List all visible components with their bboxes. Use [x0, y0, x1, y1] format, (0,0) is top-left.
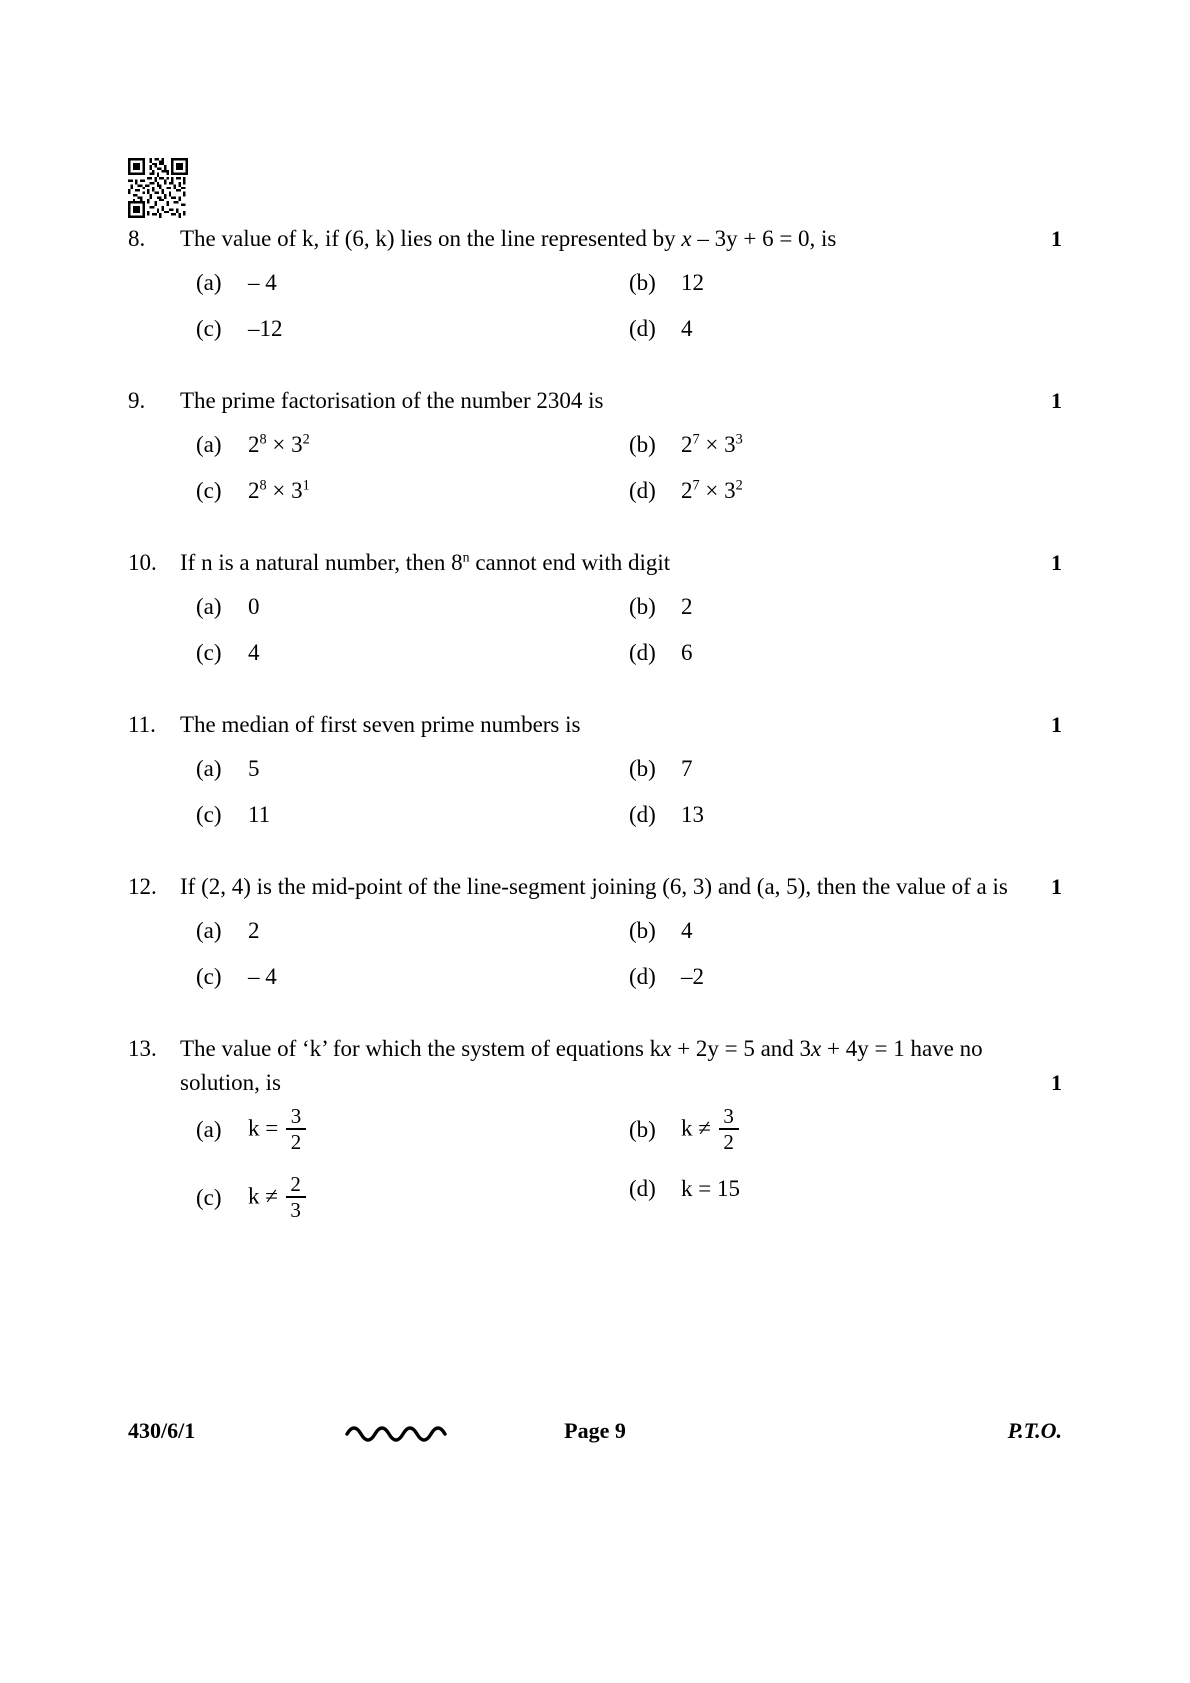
options-row	[196, 308, 1062, 350]
question-10	[128, 546, 1062, 674]
fraction-denominator: 3	[290, 1198, 301, 1223]
option-value	[681, 1106, 1062, 1154]
power-exponent: n	[462, 549, 470, 565]
options-row	[196, 470, 1062, 512]
option-a[interactable]	[196, 262, 629, 304]
option-label: (b)	[629, 918, 656, 943]
option-label: (a)	[196, 756, 222, 781]
option-label: (a)	[196, 270, 222, 295]
question-11	[128, 708, 1062, 836]
question-marks: 1	[1051, 712, 1062, 737]
question-number: 11.	[128, 712, 156, 737]
question-number: 13.	[128, 1036, 157, 1061]
option-d[interactable]	[629, 470, 1062, 512]
option-value: –12	[248, 316, 283, 341]
power-base: 2	[681, 478, 693, 503]
option-value: 12	[681, 270, 704, 295]
option-label: (b)	[629, 594, 656, 619]
page-number: Page 9	[564, 1418, 626, 1443]
question-marks: 1	[1051, 1070, 1062, 1095]
option-value	[248, 1174, 629, 1222]
power-base: 2	[248, 478, 260, 503]
question-text: The median of first seven prime numbers is	[180, 712, 581, 737]
options-row	[196, 794, 1062, 836]
question-marks: 1	[1051, 550, 1062, 575]
option-label: (b)	[629, 432, 656, 457]
power-base: 2	[248, 432, 260, 457]
options-row	[196, 1174, 1062, 1222]
question-number: 10.	[128, 550, 157, 575]
option-a[interactable]	[196, 910, 629, 952]
fraction-numerator: 2	[290, 1172, 301, 1197]
option-b[interactable]	[629, 910, 1062, 952]
option-label: (d)	[629, 640, 656, 665]
question-text-part: + 2y = 5 and 3	[671, 1036, 812, 1061]
option-value: 11	[248, 802, 271, 827]
power-base: 3	[291, 478, 303, 503]
math-variable-x: x	[661, 1036, 672, 1061]
question-text-part: The value of ‘k’ for which the system of equations k	[180, 1036, 662, 1061]
option-value: 5	[248, 756, 260, 781]
question-text-part: – 3y + 6 = 0, is	[691, 226, 837, 251]
options-list	[196, 586, 1062, 674]
question-number: 9.	[128, 388, 146, 413]
question-9	[128, 384, 1062, 512]
options-list	[196, 1106, 1062, 1222]
options-row	[196, 956, 1062, 998]
qr-code-icon	[128, 156, 188, 220]
option-b[interactable]	[629, 424, 1062, 466]
option-c[interactable]	[196, 794, 629, 836]
option-b[interactable]	[629, 262, 1062, 304]
multiply-operator: ×	[266, 478, 292, 503]
math-variable-x: x	[811, 1036, 822, 1061]
option-a[interactable]	[196, 586, 629, 628]
option-label: (c)	[196, 802, 222, 827]
power-exponent: 8	[259, 431, 267, 448]
power-exponent: 7	[692, 431, 700, 448]
options-list	[196, 748, 1062, 836]
power-exponent: 7	[692, 477, 700, 494]
option-d[interactable]	[629, 956, 1062, 998]
power-base: 3	[291, 432, 303, 457]
power-exponent: 2	[302, 431, 310, 448]
power-exponent: 1	[302, 477, 310, 494]
page-footer	[128, 1418, 1062, 1458]
option-value: k = 15	[681, 1176, 740, 1202]
question-text-part: The value of k, if (6, k) lies on the line represented by	[180, 226, 682, 251]
options-row	[196, 632, 1062, 674]
option-label: (d)	[629, 316, 656, 341]
question-marks: 1	[1051, 388, 1062, 413]
option-c[interactable]	[196, 470, 629, 512]
multiply-operator: ×	[266, 432, 292, 457]
option-prefix: k ≠	[681, 1115, 717, 1141]
paper-code: 430/6/1	[128, 1418, 196, 1443]
power-exponent: 2	[735, 477, 743, 494]
options-list	[196, 910, 1062, 998]
option-label: (c)	[196, 478, 222, 503]
fraction	[719, 1105, 739, 1153]
multiply-operator: ×	[699, 478, 725, 503]
option-prefix: k ≠	[248, 1183, 284, 1209]
option-prefix: k =	[248, 1115, 284, 1141]
option-b[interactable]	[629, 586, 1062, 628]
option-label: (a)	[196, 594, 222, 619]
options-row	[196, 586, 1062, 628]
option-label: (b)	[629, 270, 656, 295]
option-value	[248, 470, 629, 512]
fraction-denominator: 2	[723, 1130, 734, 1155]
option-c[interactable]	[196, 632, 629, 674]
option-label: (c)	[196, 964, 222, 989]
options-row	[196, 748, 1062, 790]
option-c[interactable]	[196, 956, 629, 998]
option-a[interactable]	[196, 748, 629, 790]
question-text: If (2, 4) is the mid-point of the line-segment joining (6, 3) and (a, 5), then the value of a is	[180, 874, 1008, 899]
option-value: 4	[681, 918, 693, 943]
fraction	[286, 1173, 306, 1221]
option-value: 2	[248, 918, 260, 943]
question-text-part: cannot end with digit	[469, 550, 671, 575]
option-value: 13	[681, 802, 704, 827]
multiply-operator: ×	[699, 432, 725, 457]
option-label: (a)	[196, 1117, 222, 1143]
option-b[interactable]	[629, 1106, 1062, 1154]
question-marks: 1	[1051, 874, 1062, 899]
option-d[interactable]	[629, 794, 1062, 836]
options-list	[196, 424, 1062, 512]
option-label: (d)	[629, 1176, 656, 1202]
question-13	[128, 1032, 1062, 1222]
option-label: (d)	[629, 478, 656, 503]
question-text-part: If n is a natural number, then 8	[180, 550, 463, 575]
fraction	[286, 1105, 306, 1153]
option-value	[681, 470, 1062, 512]
questions-container	[128, 222, 1062, 1222]
question-12	[128, 870, 1062, 998]
option-value: 7	[681, 756, 693, 781]
option-label: (c)	[196, 640, 222, 665]
option-c[interactable]	[196, 308, 629, 350]
option-b[interactable]	[629, 748, 1062, 790]
option-value	[248, 1106, 629, 1154]
power-base: 2	[681, 432, 693, 457]
question-text-part: + 4y = 1 have no solution, is	[180, 1036, 983, 1095]
option-value: –2	[681, 964, 704, 989]
option-d[interactable]	[629, 308, 1062, 350]
option-value: 0	[248, 594, 260, 619]
question-text	[180, 546, 1022, 580]
math-variable-x: x	[681, 226, 692, 251]
option-label: (a)	[196, 432, 222, 457]
option-c[interactable]	[196, 1174, 629, 1222]
power-base: 3	[724, 432, 736, 457]
power-base: 3	[724, 478, 736, 503]
fraction-denominator: 2	[290, 1130, 302, 1155]
option-value: 2	[681, 594, 693, 619]
fraction-numerator: 3	[290, 1104, 302, 1128]
options-row	[196, 424, 1062, 466]
power-exponent: 3	[735, 431, 743, 448]
option-value	[248, 424, 629, 466]
option-label: (a)	[196, 918, 222, 943]
power-exponent: 8	[259, 477, 267, 494]
question-number: 12.	[128, 874, 157, 899]
option-label: (c)	[196, 316, 222, 341]
question-text	[180, 222, 1022, 256]
option-value: 4	[248, 640, 260, 665]
question-text: The prime factorisation of the number 2304 is	[180, 388, 604, 413]
option-value	[681, 424, 1062, 466]
option-value: 4	[681, 316, 693, 341]
options-row	[196, 910, 1062, 952]
option-value: 6	[681, 640, 693, 665]
options-row	[196, 1106, 1062, 1154]
fraction-numerator: 3	[723, 1104, 734, 1128]
question-marks: 1	[1051, 226, 1062, 251]
options-list	[196, 262, 1062, 350]
option-label: (b)	[629, 756, 656, 781]
option-a[interactable]	[196, 424, 629, 466]
question-number: 8.	[128, 226, 146, 251]
option-label: (b)	[629, 1117, 656, 1143]
option-value: – 4	[248, 270, 277, 295]
turn-over-label: P.T.O.	[1007, 1418, 1062, 1443]
option-d[interactable]	[629, 1174, 1062, 1204]
option-a[interactable]	[196, 1106, 629, 1154]
options-row	[196, 262, 1062, 304]
option-value: – 4	[248, 964, 277, 989]
question-8	[128, 222, 1062, 350]
option-d[interactable]	[629, 632, 1062, 674]
option-label: (d)	[629, 802, 656, 827]
option-label: (d)	[629, 964, 656, 989]
question-text	[180, 1032, 1022, 1100]
option-label: (c)	[196, 1185, 222, 1211]
